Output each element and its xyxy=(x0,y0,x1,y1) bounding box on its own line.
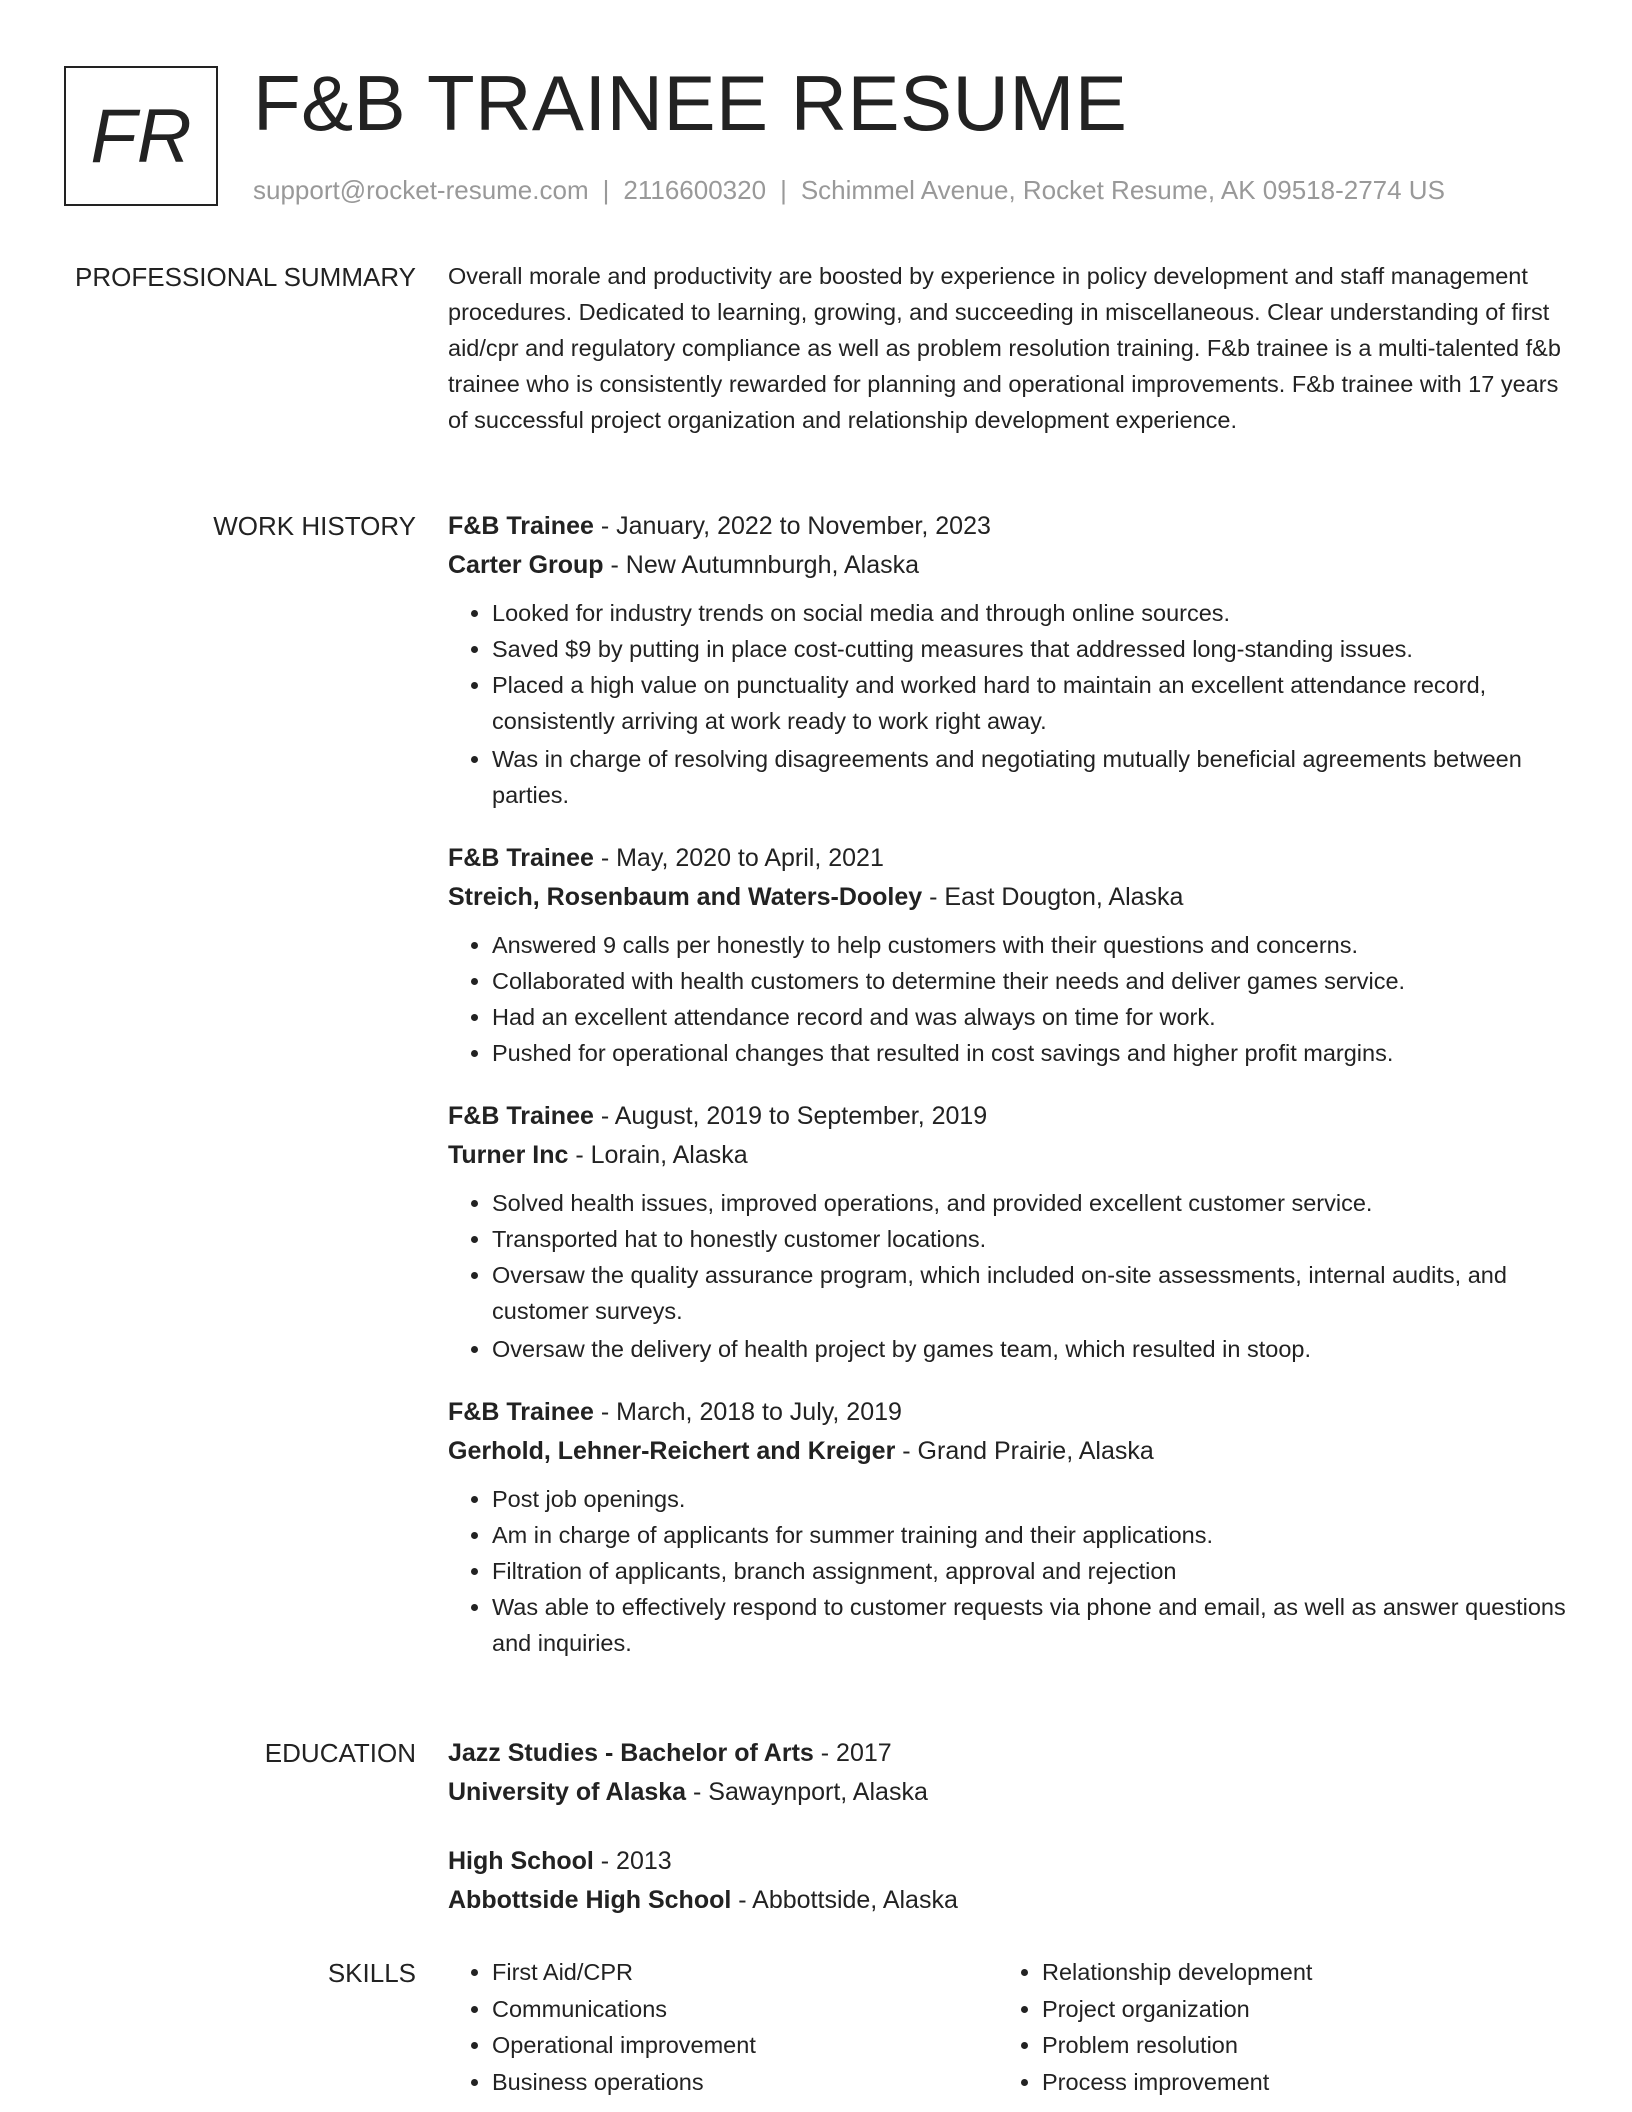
job-dates: - March, 2018 to July, 2019 xyxy=(593,1398,902,1426)
contact-separator: | xyxy=(780,175,787,205)
job-company: Turner Inc xyxy=(448,1141,569,1169)
monogram-badge xyxy=(64,66,218,206)
contact-phone: 2116600320 xyxy=(623,175,767,205)
job-bullets xyxy=(448,1185,1568,1367)
education-degree: High School xyxy=(448,1847,594,1875)
job-bullets xyxy=(448,1481,1568,1661)
job-company: Streich, Rosenbaum and Waters-Dooley xyxy=(448,883,923,911)
contact-line xyxy=(253,175,1445,206)
job-title: F&B Trainee xyxy=(448,844,594,872)
skills-body xyxy=(448,1954,1568,2100)
contact-email: support@rocket-resume.com xyxy=(253,175,589,205)
job-title-line xyxy=(448,507,1568,546)
skills-list-left xyxy=(448,1954,998,2100)
education-school: Abbottside High School xyxy=(448,1886,732,1914)
education-school-line xyxy=(448,1881,1568,1920)
work-history-body xyxy=(448,507,1568,1687)
job-entry xyxy=(448,507,1568,813)
job-bullets xyxy=(448,595,1568,813)
job-bullet: • Pushed for operational changes that resulted in cost savings and higher profit margins. xyxy=(492,1035,1568,1071)
contact-separator: | xyxy=(602,175,610,205)
education-label: EDUCATION xyxy=(264,1738,416,1768)
skill-item: • First Aid/CPR xyxy=(492,1954,998,1991)
education-location: - Sawaynport, Alaska xyxy=(686,1778,928,1806)
job-company: Carter Group xyxy=(448,551,604,579)
skill-item: • Business operations xyxy=(492,2064,998,2101)
job-bullet: • Solved health issues, improved operations, and provided excellent customer service. xyxy=(492,1185,1568,1221)
job-company-line xyxy=(448,878,1568,917)
job-bullet: • Looked for industry trends on social media and through online sources. xyxy=(492,595,1568,631)
job-title-line xyxy=(448,1393,1568,1432)
job-title-line xyxy=(448,1097,1568,1136)
summary-body xyxy=(448,258,1568,438)
education-degree-line xyxy=(448,1734,1568,1773)
job-bullet: • Oversaw the quality assurance program, which included on-site assessments, internal audits, and customer surveys. xyxy=(492,1257,1568,1329)
work-history-label: WORK HISTORY xyxy=(213,511,416,541)
job-location: - Lorain, Alaska xyxy=(568,1141,748,1169)
skill-item: • Operational improvement xyxy=(492,2027,998,2064)
monogram-text: FR xyxy=(90,93,192,179)
job-bullet: • Am in charge of applicants for summer training and their applications. xyxy=(492,1517,1568,1553)
job-bullet: • Oversaw the delivery of health project by games team, which resulted in stoop. xyxy=(492,1331,1568,1367)
skill-item: • Communications xyxy=(492,1991,998,2028)
contact-address: Schimmel Avenue, Rocket Resume, AK 09518-2774 US xyxy=(800,175,1445,205)
skills-list-right xyxy=(998,1954,1548,2100)
job-dates: - January, 2022 to November, 2023 xyxy=(593,512,991,540)
job-bullet: • Placed a high value on punctuality and worked hard to maintain an excellent attendance record, consistently arriving at work ready to work right away. xyxy=(492,667,1568,739)
job-title: F&B Trainee xyxy=(448,512,594,540)
skills-label: SKILLS xyxy=(327,1958,416,1988)
job-entry xyxy=(448,839,1568,1071)
education-location: - Abbottside, Alaska xyxy=(731,1886,958,1914)
education-school-line xyxy=(448,1773,1568,1812)
skill-item: • Process improvement xyxy=(1042,2064,1548,2101)
education-entry xyxy=(448,1842,1568,1920)
education-year: - 2013 xyxy=(593,1847,672,1875)
education-school: University of Alaska xyxy=(448,1778,687,1806)
job-title: F&B Trainee xyxy=(448,1102,594,1130)
page-title: F&B TRAINEE RESUME xyxy=(253,59,1128,147)
education-body xyxy=(448,1734,1568,1946)
job-company-line xyxy=(448,1136,1568,1175)
job-bullets xyxy=(448,927,1568,1071)
job-dates: - August, 2019 to September, 2019 xyxy=(593,1102,988,1130)
job-dates: - May, 2020 to April, 2021 xyxy=(593,844,884,872)
education-entry xyxy=(448,1734,1568,1812)
summary-text: Overall morale and productivity are boosted by experience in policy development and staff management procedures. Dedicated to learning, growing, and succeeding in miscellaneous. Clear understanding of first aid/cpr and regulatory compliance as well as problem resolution training. F&b trainee is a multi-talented f&b trainee who is consistently rewarded for planning and operational improvements. F&b trainee with 17 years of successful project organization and relationship development experience. xyxy=(448,263,1561,433)
job-location: - New Autumnburgh, Alaska xyxy=(603,551,920,579)
skill-item: • Project organization xyxy=(1042,1991,1548,2028)
job-bullet: • Answered 9 calls per honestly to help customers with their questions and concerns. xyxy=(492,927,1568,963)
job-entry xyxy=(448,1097,1568,1367)
job-company-line xyxy=(448,546,1568,585)
job-company: Gerhold, Lehner-Reichert and Kreiger xyxy=(448,1437,896,1465)
job-entry xyxy=(448,1393,1568,1661)
job-title: F&B Trainee xyxy=(448,1398,594,1426)
job-bullet: • Filtration of applicants, branch assignment, approval and rejection xyxy=(492,1553,1568,1589)
job-bullet: • Was able to effectively respond to customer requests via phone and email, as well as answer questions and inquiries. xyxy=(492,1589,1568,1661)
job-bullet: • Post job openings. xyxy=(492,1481,1568,1517)
skills-columns xyxy=(448,1954,1568,2100)
job-bullet: • Was in charge of resolving disagreements and negotiating mutually beneficial agreements between parties. xyxy=(492,741,1568,813)
job-title-line xyxy=(448,839,1568,878)
job-company-line xyxy=(448,1432,1568,1471)
skill-item: • Problem resolution xyxy=(1042,2027,1548,2064)
job-bullet: • Had an excellent attendance record and was always on time for work. xyxy=(492,999,1568,1035)
job-bullet: • Transported hat to honestly customer locations. xyxy=(492,1221,1568,1257)
job-bullet: • Saved $9 by putting in place cost-cutting measures that addressed long-standing issues. xyxy=(492,631,1568,667)
education-year: - 2017 xyxy=(813,1739,892,1767)
job-location: - Grand Prairie, Alaska xyxy=(895,1437,1154,1465)
job-location: - East Dougton, Alaska xyxy=(922,883,1184,911)
summary-label: PROFESSIONAL SUMMARY xyxy=(75,262,416,292)
education-degree-line xyxy=(448,1842,1568,1881)
education-degree: Jazz Studies - Bachelor of Arts xyxy=(448,1739,814,1767)
job-bullet: • Collaborated with health customers to determine their needs and deliver games service. xyxy=(492,963,1568,999)
skill-item: • Relationship development xyxy=(1042,1954,1548,1991)
